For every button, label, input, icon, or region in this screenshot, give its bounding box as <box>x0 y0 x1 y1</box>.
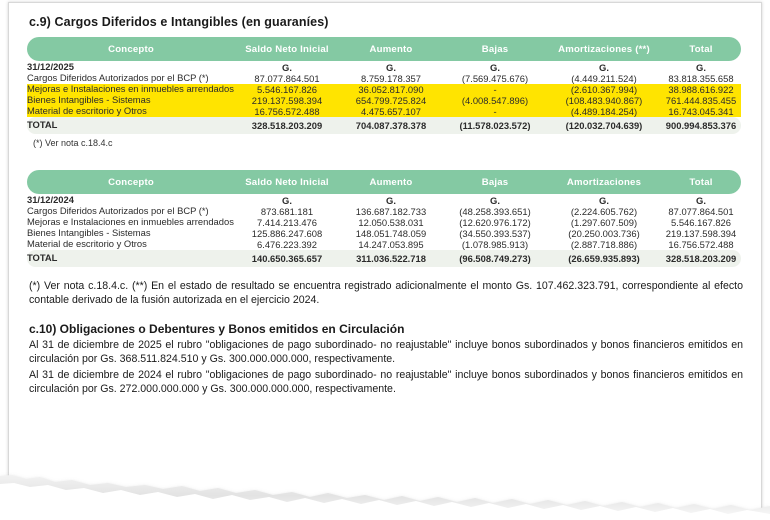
footnote-paragraph: (*) Ver nota c.18.4.c. (**) En el estado de resultado se encuentra registrado adicionalmente el monto Gs. 107.462.323.791, correspondiente al efecto contable derivado de la fusión autorizada en el ejercicio 2024. <box>29 280 743 307</box>
cell-bajas: (4.008.547.896) <box>443 95 547 106</box>
cell-amortizaciones: (26.659.935.893) <box>547 250 661 267</box>
cell-total: 87.077.864.501 <box>668 206 734 217</box>
cell-bajas: (1.078.985.913) <box>461 239 529 250</box>
cell-saldo: 125.886.247.608 <box>251 228 323 239</box>
cell-amortizaciones: (2.610.367.994) <box>547 84 661 95</box>
cell-bajas: (7.569.475.676) <box>461 73 529 84</box>
cell-bajas: (96.508.749.273) <box>443 250 547 267</box>
cell-unit-4: G. <box>696 62 706 73</box>
table-2024 <box>27 170 747 267</box>
cell-saldo: 6.476.223.392 <box>257 239 317 250</box>
column-header-aumento: Aumento <box>369 43 413 55</box>
cell-saldo: 16.756.572.488 <box>235 106 339 117</box>
section-c10-title: c.10) Obligaciones o Debentures y Bonos emitidos en Circulación <box>29 321 405 336</box>
column-header-concepto: Concepto <box>108 176 154 188</box>
cell-unit-0: G. <box>282 195 292 206</box>
cell-saldo: 5.546.167.826 <box>235 84 339 95</box>
row-label: Mejoras e Instalaciones en inmuebles arrendados <box>27 216 234 227</box>
column-header-saldo-neto-inicial: Saldo Neto Inicial <box>245 176 329 188</box>
column-header-total: Total <box>689 43 713 55</box>
cell-aumento: 8.759.178.357 <box>361 73 421 84</box>
table-2025-note: (*) Ver nota c.18.4.c <box>33 138 113 148</box>
cell-saldo: 328.518.203.209 <box>235 117 339 134</box>
column-header-aumento: Aumento <box>369 176 413 188</box>
column-header-bajas: Bajas <box>481 43 509 55</box>
column-header-amortizaciones: Amortizaciones <box>566 176 642 188</box>
cell-unit-4: G. <box>696 195 706 206</box>
cell-saldo: 140.650.365.657 <box>235 250 339 267</box>
row-label: TOTAL <box>27 117 235 134</box>
cell-unit-3: G. <box>599 62 609 73</box>
cell-unit-0: G. <box>282 62 292 73</box>
cell-total: 5.546.167.826 <box>671 217 731 228</box>
cell-bajas: (48.258.393.651) <box>459 206 531 217</box>
table-2024-body <box>27 195 741 267</box>
row-label: 31/12/2025 <box>27 61 74 72</box>
cell-total: 83.818.355.658 <box>668 73 734 84</box>
cell-saldo: 219.137.598.394 <box>235 95 339 106</box>
row-label: Cargos Diferidos Autorizados por el BCP (*) <box>27 205 209 216</box>
row-label: 31/12/2024 <box>27 194 74 205</box>
table-2025-body <box>27 62 741 134</box>
document-body <box>9 3 761 397</box>
row-label: Cargos Diferidos Autorizados por el BCP (*) <box>27 72 209 83</box>
row-label: Bienes Intangibles - Sistemas <box>27 95 235 106</box>
column-header-saldo-neto-inicial: Saldo Neto Inicial <box>245 43 329 55</box>
cell-aumento: 12.050.538.031 <box>358 217 424 228</box>
section-c9-title: c.9) Cargos Diferidos e Intangibles (en guaraníes) <box>29 15 329 29</box>
cell-bajas: - <box>443 84 547 95</box>
cell-total: 38.988.616.922 <box>661 84 741 95</box>
spacer <box>27 148 747 170</box>
table-2025-header <box>27 37 741 61</box>
spacer <box>27 308 747 320</box>
cell-aumento: 704.087.378.378 <box>339 117 443 134</box>
column-header-total: Total <box>689 176 713 188</box>
cell-unit-2: G. <box>490 195 500 206</box>
cell-total: 16.756.572.488 <box>668 239 734 250</box>
cell-aumento: 14.247.053.895 <box>358 239 424 250</box>
table-row <box>27 106 741 117</box>
cell-unit-2: G. <box>490 62 500 73</box>
cell-total: 761.444.835.455 <box>661 95 741 106</box>
cell-total: 328.518.203.209 <box>661 250 741 267</box>
cell-total: 900.994.853.376 <box>661 117 741 134</box>
table-total-row <box>27 250 741 267</box>
cell-unit-1: G. <box>386 62 396 73</box>
cell-amortizaciones: (4.489.184.254) <box>547 106 661 117</box>
cell-total: 16.743.045.341 <box>661 106 741 117</box>
table-2025 <box>27 37 747 148</box>
paragraph-2024: Al 31 de diciembre de 2024 el rubro "obligaciones de pago subordinado- no reajustable" incluye bonos subordinados y bonos financieros emitidos en circulación por Gs. 272.000.000.000 y Gs. 300.000.000.000, respectivamente. <box>29 369 743 396</box>
cell-bajas: - <box>443 106 547 117</box>
cell-saldo: 873.681.181 <box>260 206 314 217</box>
cell-amortizaciones: (2.887.718.886) <box>570 239 638 250</box>
cell-aumento: 136.687.182.733 <box>355 206 427 217</box>
cell-aumento: 654.799.725.824 <box>339 95 443 106</box>
column-header-bajas: Bajas <box>481 176 509 188</box>
cell-amortizaciones: (2.224.605.762) <box>570 206 638 217</box>
cell-saldo: 7.414.213.476 <box>257 217 317 228</box>
table-total-row <box>27 117 741 134</box>
cell-amortizaciones: (120.032.704.639) <box>547 117 661 134</box>
cell-unit-1: G. <box>386 195 396 206</box>
table-2024-header <box>27 170 741 194</box>
cell-bajas: (12.620.976.172) <box>459 217 531 228</box>
table-row <box>27 239 741 250</box>
row-label: Material de escritorio y Otros <box>27 238 147 249</box>
cell-amortizaciones: (20.250.003.736) <box>568 228 640 239</box>
paragraph-2025: Al 31 de diciembre de 2025 el rubro "obligaciones de pago subordinado- no reajustable" incluye bonos subordinados y bonos financieros emitidos en circulación por Gs. 368.511.824.510 y Gs. 300.000.000.000, respectivamente. <box>29 338 743 365</box>
cell-bajas: (34.550.393.537) <box>459 228 531 239</box>
cell-aumento: 4.475.657.107 <box>339 106 443 117</box>
cell-unit-3: G. <box>599 195 609 206</box>
row-label: Bienes Intangibles - Sistemas <box>27 227 151 238</box>
cell-bajas: (11.578.023.572) <box>443 117 547 134</box>
cell-amortizaciones: (108.483.940.867) <box>547 95 661 106</box>
row-label: Mejoras e Instalaciones en inmuebles arrendados <box>27 83 234 94</box>
cell-amortizaciones: (4.449.211.524) <box>571 73 637 84</box>
cell-aumento: 148.051.748.059 <box>355 228 427 239</box>
cell-aumento: 311.036.522.718 <box>339 250 443 267</box>
column-header-amortizaciones: Amortizaciones (**) <box>558 43 650 55</box>
cell-saldo: 87.077.864.501 <box>254 73 320 84</box>
row-label: Material de escritorio y Otros <box>27 106 235 117</box>
cell-total: 219.137.598.394 <box>665 228 737 239</box>
row-label: TOTAL <box>27 250 235 267</box>
cell-amortizaciones: (1.297.607.509) <box>570 217 638 228</box>
cell-aumento: 36.052.817.090 <box>339 84 443 95</box>
document-page <box>8 2 762 514</box>
column-header-concepto: Concepto <box>108 43 154 55</box>
